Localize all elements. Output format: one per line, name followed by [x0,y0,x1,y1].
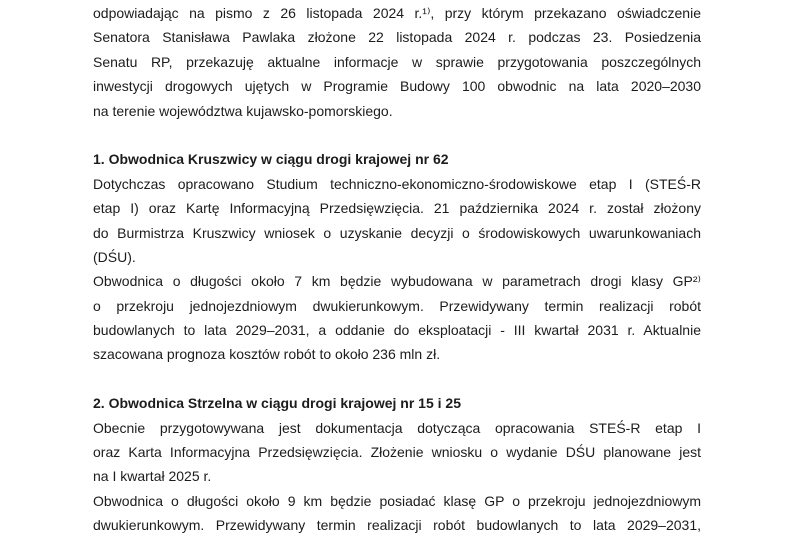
body-text-line: do Burmistrza Kruszwicy wniosek o uzyskanie decyzji o środowiskowych uwarunkowaniach [93,224,701,241]
body-text-line: Dotychczas opracowano Studium techniczno-ekonomiczno-środowiskowe etap I (STEŚ-R [93,175,701,192]
body-text-line: dwukierunkowym. Przewidywany termin realizacji robót budowlanych to lata 2029–2031, [93,517,701,534]
section-2-heading: 2. Obwodnica Strzelna w ciągu drogi krajowej nr 15 i 25 [93,395,461,412]
body-text-line: Obecnie przygotowywana jest dokumentacja dotycząca opracowania STEŚ-R etap I [93,419,701,436]
paragraph-spacer [93,123,701,147]
body-text-line: (DŚU). [93,248,136,265]
body-text-line: odpowiadając na pismo z 26 listopada 2024 r.¹⁾, przy którym przekazano oświadczenie [93,5,701,21]
body-text-line: Senatu RP, przekazuję aktualne informacje w sprawie przygotowania poszczególnych [93,53,701,70]
body-text-line: na terenie województwa kujawsko-pomorskiego. [93,102,393,119]
body-text-line: Senatora Stanisława Pawlaka złożone 22 listopada 2024 r. podczas 23. Posiedzenia [93,29,701,46]
body-text-line: na I kwartał 2025 r. [93,468,212,485]
body-text-line: etap I) oraz Kartę Informacyjną Przedsięwzięcia. 21 października 2024 r. został złożony [93,200,701,217]
body-text-line: oraz Karta Informacyjna Przedsięwzięcia. Złożenie wniosku o wydanie DŚU planowane jest [93,444,701,461]
body-text-line: szacowana prognoza kosztów robót to około 236 mln zł. [93,346,441,363]
paragraph-spacer [93,367,701,391]
body-text-line: o przekroju jednojezdniowym dwukierunkowym. Przewidywany termin realizacji robót [93,297,701,314]
body-text-line: inwestycji drogowych ujętych w Programie Budowy 100 obwodnic na lata 2020–2030 [93,78,701,95]
section-1-heading: 1. Obwodnica Kruszwicy w ciągu drogi krajowej nr 62 [93,151,449,168]
body-text-line: Obwodnica o długości około 9 km będzie posiadać klasę GP o przekroju jednojezdniowym [93,492,701,509]
body-text-line: budowlanych to lata 2029–2031, a oddanie do eksploatacji - III kwartał 2031 r. Aktualnie [93,322,701,339]
body-text-line: Obwodnica o długości około 7 km będzie wybudowana w parametrach drogi klasy GP²⁾ [93,273,701,290]
